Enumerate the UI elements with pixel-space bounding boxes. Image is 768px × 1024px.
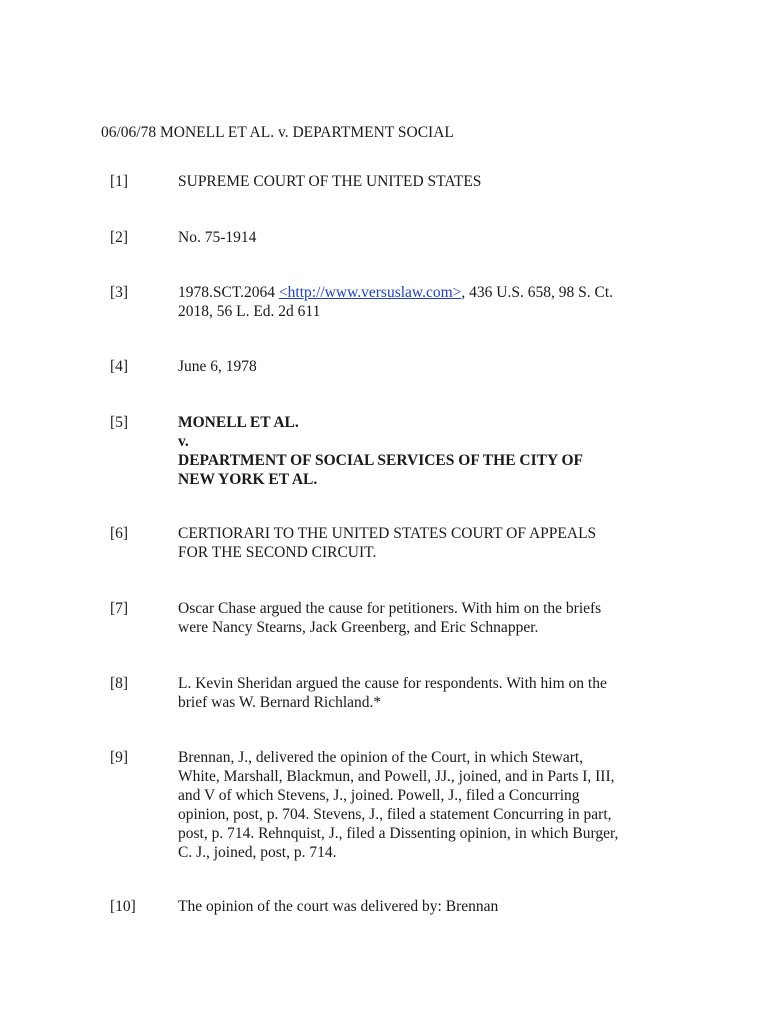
- text-line: CERTIORARI TO THE UNITED STATES COURT OF APPEALS: [178, 525, 597, 542]
- citation-line-1: [178, 283, 658, 302]
- citation-text: [178, 283, 658, 321]
- paragraph-number: [2]: [110, 229, 129, 246]
- text-line: Brennan, J., delivered the opinion of the Court, in which Stewart,: [178, 749, 584, 766]
- respondent-name-line-2: NEW YORK ET AL.: [178, 471, 318, 488]
- paragraph-text: [178, 524, 658, 562]
- paragraph-number: [9]: [110, 749, 129, 766]
- paragraph-text: [178, 748, 658, 862]
- text-line: White, Marshall, Blackmun, and Powell, JJ., joined, and in Parts I, III,: [178, 768, 615, 785]
- text-line: and V of which Stevens, J., joined. Powell, J., filed a Concurring: [178, 787, 580, 804]
- paragraph-number: [10]: [110, 898, 136, 915]
- decision-date: June 6, 1978: [178, 358, 257, 375]
- paragraph-text: [178, 897, 658, 916]
- paragraph-number: [3]: [110, 284, 129, 301]
- docket-number: No. 75-1914: [178, 229, 257, 246]
- case-caption: [178, 413, 658, 489]
- document-header: 06/06/78 MONELL ET AL. v. DEPARTMENT SOCIAL: [101, 124, 454, 141]
- paragraph-text: [178, 228, 658, 247]
- paragraph-text: [178, 357, 658, 376]
- paragraph-text: [178, 172, 658, 191]
- text-line: L. Kevin Sheridan argued the cause for respondents. With him on the: [178, 675, 607, 692]
- petitioner-name: MONELL ET AL.: [178, 414, 299, 431]
- text-line: opinion, post, p. 704. Stevens, J., filed a statement Concurring in part,: [178, 806, 612, 823]
- paragraph-number: [6]: [110, 525, 129, 542]
- paragraph-text: [178, 674, 658, 712]
- text-line: FOR THE SECOND CIRCUIT.: [178, 544, 377, 561]
- text-line: were Nancy Stearns, Jack Greenberg, and Eric Schnapper.: [178, 619, 539, 636]
- citation-suffix: , 436 U.S. 658, 98 S. Ct.: [461, 284, 614, 301]
- text-line: Oscar Chase argued the cause for petitioners. With him on the briefs: [178, 600, 602, 617]
- citation-prefix: 1978.SCT.2064: [178, 284, 279, 301]
- versus-text: v.: [178, 433, 189, 450]
- text-line: The opinion of the court was delivered by: Brennan: [178, 898, 499, 915]
- paragraph-text: [178, 599, 658, 637]
- versuslaw-link[interactable]: <http://www.versuslaw.com>: [278, 284, 462, 301]
- paragraph-number: [5]: [110, 414, 129, 431]
- text-line: post, p. 714. Rehnquist, J., filed a Dissenting opinion, in which Burger,: [178, 825, 619, 842]
- paragraph-number: [4]: [110, 358, 129, 375]
- paragraph-number: [8]: [110, 675, 129, 692]
- paragraph-number: [7]: [110, 600, 129, 617]
- citation-line-2: 2018, 56 L. Ed. 2d 611: [178, 303, 321, 320]
- text-line: C. J., joined, post, p. 714.: [178, 844, 337, 861]
- paragraph-number: [1]: [110, 173, 129, 190]
- court-name: SUPREME COURT OF THE UNITED STATES: [178, 173, 482, 190]
- respondent-name-line-1: DEPARTMENT OF SOCIAL SERVICES OF THE CITY OF: [178, 452, 583, 469]
- text-line: brief was W. Bernard Richland.*: [178, 694, 382, 711]
